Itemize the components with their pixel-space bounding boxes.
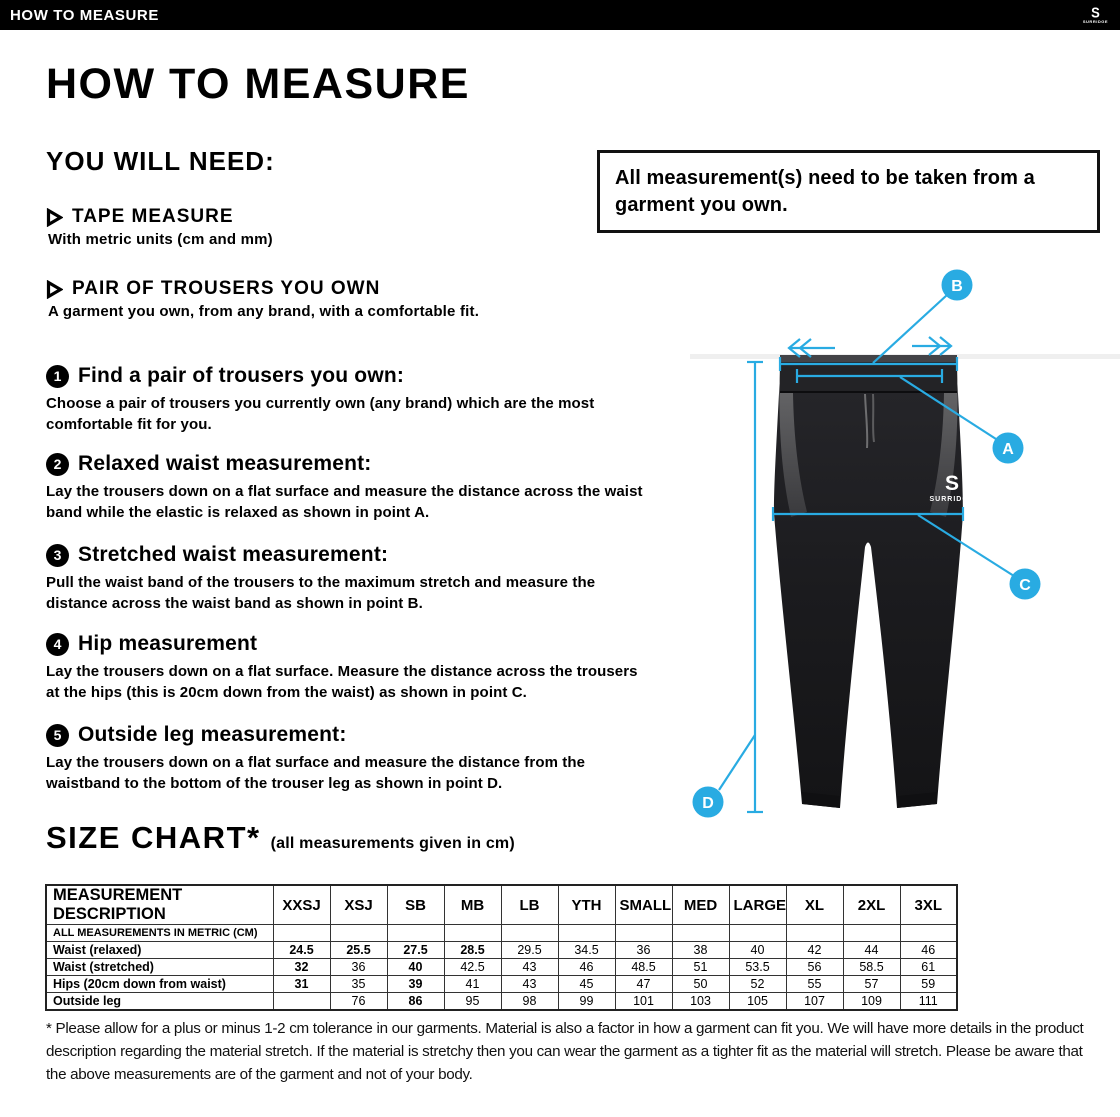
table-cell: 59	[900, 976, 957, 993]
size-chart-heading	[46, 820, 515, 856]
table-cell: 76	[330, 993, 387, 1010]
triangle-bullet-icon	[46, 208, 63, 227]
table-cell: 57	[843, 976, 900, 993]
table-cell	[843, 925, 900, 942]
table-cell: 42.5	[444, 959, 501, 976]
tool-tape-measure	[46, 206, 666, 248]
step-1	[46, 364, 646, 436]
step-number-badge: 1	[46, 365, 69, 388]
table-cell: 61	[900, 959, 957, 976]
table-cell: 103	[672, 993, 729, 1010]
title-bar-label: HOW TO MEASURE	[10, 6, 159, 24]
table-cell	[387, 925, 444, 942]
table-cell	[615, 925, 672, 942]
table-cell: 111	[900, 993, 957, 1010]
svg-text:C: C	[1019, 577, 1031, 594]
step-desc: Pull the waist band of the trousers to the maximum stretch and measure the distance across the waist band as shown in point B.	[46, 574, 596, 613]
table-cell	[786, 925, 843, 942]
column-header: LB	[501, 885, 558, 925]
you-will-need-heading: YOU WILL NEED:	[46, 146, 275, 176]
trousers-measurement-diagram	[690, 262, 1120, 827]
size-chart-title: SIZE CHART*	[46, 820, 261, 855]
table-cell	[444, 925, 501, 942]
table-cell: 95	[444, 993, 501, 1010]
step-number-badge: 4	[46, 633, 69, 656]
column-header: SMALL	[615, 885, 672, 925]
table-cell: 101	[615, 993, 672, 1010]
table-cell: 41	[444, 976, 501, 993]
step-2	[46, 452, 646, 524]
table-cell: 36	[615, 942, 672, 959]
table-cell: 42	[786, 942, 843, 959]
table-cell: 40	[387, 959, 444, 976]
row-label: Waist (stretched)	[46, 959, 273, 976]
table-cell: 46	[558, 959, 615, 976]
column-header: XXSJ	[273, 885, 330, 925]
table-cell	[273, 925, 330, 942]
table-cell: 48.5	[615, 959, 672, 976]
row-label: Hips (20cm down from waist)	[46, 976, 273, 993]
table-cell: 35	[330, 976, 387, 993]
tool-name: TAPE MEASURE	[72, 206, 234, 227]
table-cell: 39	[387, 976, 444, 993]
table-cell: 32	[273, 959, 330, 976]
table-cell	[900, 925, 957, 942]
table-cell: 44	[843, 942, 900, 959]
tool-trousers	[46, 278, 666, 320]
point-c-marker	[1010, 569, 1041, 600]
table-row	[46, 976, 957, 993]
table-cell	[273, 993, 330, 1010]
table-cell: 58.5	[843, 959, 900, 976]
footnote-text: * Please allow for a plus or minus 1-2 cm tolerance in our garments. Material is also a factor in how a garment can fit you. We will have more details in the product description regarding the material stretch. If the material is stretchy then you can wear the garment as a tighter fit as the material will stretch. Please be aware that the above measurements are of the garment and not of your body.	[46, 1020, 1084, 1083]
outside-leg-line	[719, 362, 763, 812]
svg-text:A: A	[1002, 441, 1014, 458]
column-header: XSJ	[330, 885, 387, 925]
column-header: XL	[786, 885, 843, 925]
step-desc: Lay the trousers down on a flat surface. Measure the distance across the trousers at the hips (this is 20cm down from the waist) as shown in point C.	[46, 663, 638, 702]
table-cell: 55	[786, 976, 843, 993]
step-title: Hip measurement	[78, 632, 258, 655]
step-title: Stretched waist measurement:	[78, 543, 389, 566]
step-title: Outside leg measurement:	[78, 723, 347, 746]
column-header: MEASUREMENT DESCRIPTION	[46, 885, 273, 925]
column-header: SB	[387, 885, 444, 925]
table-cell	[330, 925, 387, 942]
svg-text:B: B	[951, 278, 963, 295]
column-header: 3XL	[900, 885, 957, 925]
table-cell: 25.5	[330, 942, 387, 959]
tool-desc: A garment you own, from any brand, with a comfortable fit.	[48, 303, 480, 320]
table-row	[46, 959, 957, 976]
step-4	[46, 632, 646, 704]
step-3	[46, 543, 646, 615]
size-chart-table-wrap	[45, 884, 958, 1011]
table-cell: 50	[672, 976, 729, 993]
trousers-image	[774, 355, 974, 808]
table-cell: 109	[843, 993, 900, 1010]
triangle-bullet-icon	[46, 280, 63, 299]
table-cell: 36	[330, 959, 387, 976]
table-cell: 99	[558, 993, 615, 1010]
table-cell: 29.5	[501, 942, 558, 959]
size-chart-table	[45, 884, 958, 1011]
tool-desc: With metric units (cm and mm)	[48, 231, 273, 248]
row-label: Waist (relaxed)	[46, 942, 273, 959]
stretch-arrow-right	[912, 337, 951, 355]
table-row	[46, 925, 957, 942]
table-cell: 52	[729, 976, 786, 993]
table-cell	[558, 925, 615, 942]
table-row	[46, 942, 957, 959]
table-cell: 43	[501, 959, 558, 976]
title-bar	[0, 0, 1120, 30]
tool-name: PAIR OF TROUSERS YOU OWN	[72, 278, 381, 299]
table-cell: 47	[615, 976, 672, 993]
column-header: 2XL	[843, 885, 900, 925]
size-chart-subtitle: (all measurements given in cm)	[270, 835, 515, 852]
point-b-marker	[942, 270, 973, 301]
table-cell	[729, 925, 786, 942]
step-5	[46, 723, 646, 795]
table-cell: 28.5	[444, 942, 501, 959]
table-cell: 98	[501, 993, 558, 1010]
table-cell: 51	[672, 959, 729, 976]
svg-text:S: S	[944, 472, 960, 495]
column-header: LARGE	[729, 885, 786, 925]
step-title: Find a pair of trousers you own:	[78, 364, 405, 387]
table-cell: 45	[558, 976, 615, 993]
table-cell: 43	[501, 976, 558, 993]
surridge-logo-icon: S SURRIDGE	[1082, 3, 1108, 24]
column-header: MED	[672, 885, 729, 925]
step-number-badge: 2	[46, 453, 69, 476]
measurement-note-text: All measurement(s) need to be taken from a garment you own.	[615, 167, 1035, 216]
column-header: YTH	[558, 885, 615, 925]
step-desc: Lay the trousers down on a flat surface and measure the distance across the waist band while the elastic is relaxed as shown in point A.	[46, 483, 643, 522]
point-d-marker	[693, 787, 724, 818]
table-cell: 46	[900, 942, 957, 959]
page-title: HOW TO MEASURE	[46, 60, 470, 108]
column-header: MB	[444, 885, 501, 925]
svg-text:D: D	[702, 795, 714, 812]
table-cell	[672, 925, 729, 942]
step-number-badge: 3	[46, 544, 69, 567]
table-cell: 86	[387, 993, 444, 1010]
step-desc: Choose a pair of trousers you currently own (any brand) which are the most comfortable fit for you.	[46, 395, 595, 434]
table-cell: 38	[672, 942, 729, 959]
svg-text:SURRIDGE: SURRIDGE	[929, 496, 975, 503]
step-title: Relaxed waist measurement:	[78, 452, 372, 475]
table-cell	[501, 925, 558, 942]
row-label: ALL MEASUREMENTS IN METRIC (CM)	[46, 925, 273, 942]
point-a-marker	[993, 433, 1024, 464]
step-number-badge: 5	[46, 724, 69, 747]
table-cell: 31	[273, 976, 330, 993]
table-cell: 107	[786, 993, 843, 1010]
step-desc: Lay the trousers down on a flat surface and measure the distance from the waistband to the bottom of the trouser leg as shown in point D.	[46, 754, 586, 793]
row-label: Outside leg	[46, 993, 273, 1010]
table-cell: 53.5	[729, 959, 786, 976]
measurement-note-box	[597, 150, 1100, 233]
table-cell: 27.5	[387, 942, 444, 959]
table-cell: 105	[729, 993, 786, 1010]
table-header-row	[46, 885, 957, 925]
table-cell: 40	[729, 942, 786, 959]
table-row	[46, 993, 957, 1010]
table-cell: 56	[786, 959, 843, 976]
table-cell: 24.5	[273, 942, 330, 959]
table-cell: 34.5	[558, 942, 615, 959]
